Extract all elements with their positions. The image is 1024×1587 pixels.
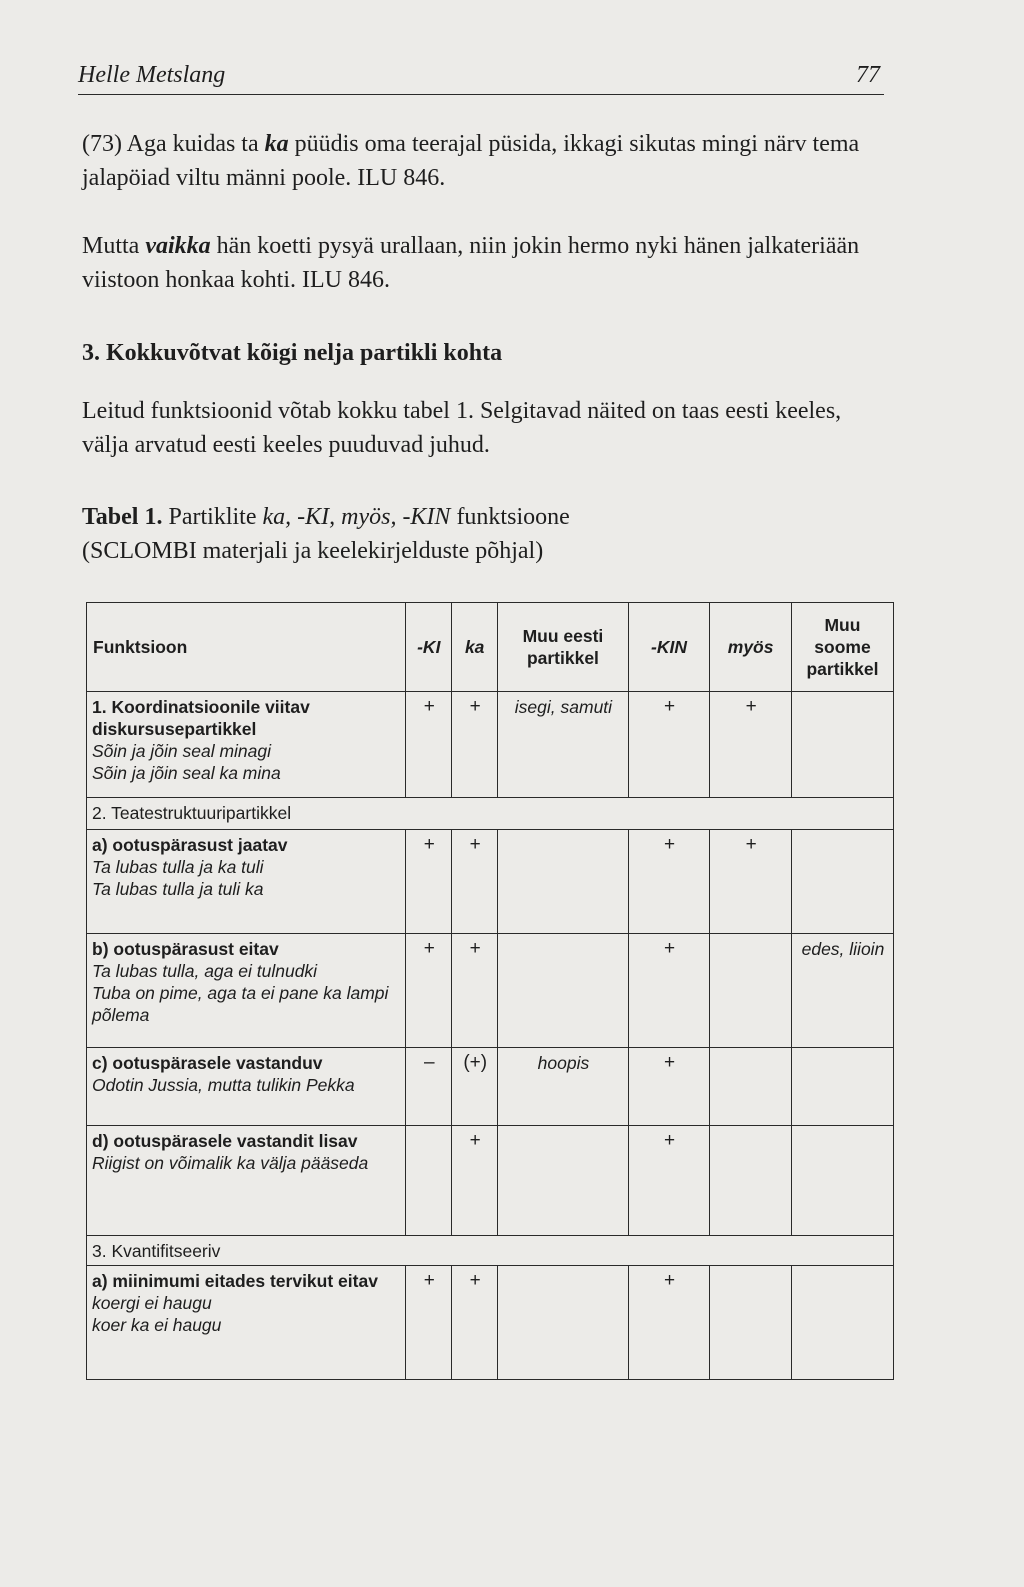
table-row: [87, 1266, 894, 1380]
value-ki: –: [406, 1048, 452, 1126]
particle-ka: ka: [264, 131, 289, 157]
value-myos: [710, 934, 792, 1048]
col-header-funktsioon: Funktsioon: [87, 603, 406, 692]
value-ka: +: [452, 830, 498, 934]
value-muu-eesti: isegi, samuti: [498, 692, 629, 798]
function-cell: [87, 1126, 406, 1236]
value-kin: +: [628, 692, 710, 798]
col-header-muu-eesti: Muu eesti partikkel: [498, 603, 629, 692]
function-cell: [87, 1266, 406, 1380]
value-kin: +: [628, 1266, 710, 1380]
value-ka: +: [452, 934, 498, 1048]
function-name: a) ootuspärasust jaatav: [92, 835, 288, 855]
table-header-row: [87, 603, 894, 692]
col-header-myos: myös: [710, 603, 792, 692]
value-muu-eesti: [498, 830, 629, 934]
header-author: Helle Metslang: [78, 62, 226, 88]
value-muu-eesti: [498, 1126, 629, 1236]
value-myos: +: [710, 830, 792, 934]
function-cell: [87, 934, 406, 1048]
value-kin: +: [628, 830, 710, 934]
table-caption: Tabel 1. Partiklite ka, -KI, myös, -KIN funktsioone (SCLOMBI materjali ja keelekirjelduste põhjal): [82, 504, 570, 564]
value-kin: +: [628, 1126, 710, 1236]
value-ki: +: [406, 1266, 452, 1380]
value-muu-soome: [791, 1048, 893, 1126]
value-muu-soome: edes, liioin: [791, 934, 893, 1048]
function-cell: [87, 1048, 406, 1126]
example-sentence: Sõin ja jõin seal minagi: [92, 741, 271, 761]
table-row: [87, 692, 894, 798]
table-row: [87, 1048, 894, 1126]
example-sentence: Sõin ja jõin seal ka mina: [92, 763, 281, 783]
value-ka: (+): [452, 1048, 498, 1126]
example-sentence: Ta lubas tulla ja tuli ka: [92, 879, 264, 899]
table-section-label: 2. Teatestruktuuripartikkel: [87, 798, 894, 830]
value-muu-soome: [791, 830, 893, 934]
value-myos: [710, 1126, 792, 1236]
value-ki: +: [406, 692, 452, 798]
function-cell: [87, 692, 406, 798]
value-ki: +: [406, 830, 452, 934]
example-73-finnish: Mutta vaikka hän koetti pysyä urallaan, niin jokin hermo nyki hänen jalkateriään viistoon honkaa kohti. ILU 846.: [82, 233, 860, 293]
table-row: [87, 1236, 894, 1266]
value-muu-soome: [791, 692, 893, 798]
example-sentence: Odotin Jussia, mutta tulikin Pekka: [92, 1075, 355, 1095]
value-muu-soome: [791, 1266, 893, 1380]
caption-label: Tabel 1.: [82, 504, 163, 530]
col-header-ka: ka: [452, 603, 498, 692]
value-ka: +: [452, 692, 498, 798]
value-muu-eesti: [498, 1266, 629, 1380]
example-73-estonian: (73) Aga kuidas ta ka püüdis oma teerajal püsida, ikkagi sikutas mingi närv tema jalapöiad viltu männi poole. ILU 846.: [82, 131, 860, 191]
value-myos: [710, 1266, 792, 1380]
value-kin: +: [628, 934, 710, 1048]
value-ki: [406, 1126, 452, 1236]
table-row: [87, 830, 894, 934]
page-number: 77: [856, 62, 880, 88]
value-muu-eesti: [498, 934, 629, 1048]
value-muu-soome: [791, 1126, 893, 1236]
col-header-ki: -KI: [406, 603, 452, 692]
example-sentence: koer ka ei haugu: [92, 1315, 222, 1335]
value-myos: +: [710, 692, 792, 798]
function-name: b) ootuspärasust eitav: [92, 939, 279, 959]
table-section-label: 3. Kvantifitseeriv: [87, 1236, 894, 1266]
function-cell: [87, 830, 406, 934]
function-table: [86, 602, 894, 1380]
function-name: 1. Koordinatsioonile viitav diskursusepartikkel: [92, 697, 310, 739]
example-sentence: Riigist on võimalik ka välja pääseda: [92, 1153, 369, 1173]
value-ki: +: [406, 934, 452, 1048]
function-name: d) ootuspärasele vastandit lisav: [92, 1131, 358, 1151]
table-row: [87, 798, 894, 830]
value-ka: +: [452, 1126, 498, 1236]
table-row: [87, 1126, 894, 1236]
function-name: a) miinimumi eitades tervikut eitav: [92, 1271, 378, 1291]
value-ka: +: [452, 1266, 498, 1380]
value-kin: +: [628, 1048, 710, 1126]
table-row: [87, 934, 894, 1048]
function-name: c) ootuspärasele vastanduv: [92, 1053, 323, 1073]
value-muu-eesti: hoopis: [498, 1048, 629, 1126]
intro-paragraph: Leitud funktsioonid võtab kokku tabel 1. Selgitavad näited on taas eesti keeles, välja arvatud eesti keeles puuduvad juhud.: [82, 398, 842, 458]
section-heading: 3. Kokkuvõtvat kõigi nelja partikli kohta: [82, 340, 503, 366]
col-header-muu-soome: Muu soome partikkel: [791, 603, 893, 692]
example-sentence: koergi ei haugu: [92, 1293, 212, 1313]
example-sentence: Ta lubas tulla ja ka tuli: [92, 857, 264, 877]
caption-particles: ka, -KI, myös, -KIN: [262, 504, 451, 530]
example-sentence: Tuba on pime, aga ta ei pane ka lampi põlema: [92, 983, 389, 1025]
value-myos: [710, 1048, 792, 1126]
col-header-kin: -KIN: [628, 603, 710, 692]
example-sentence: Ta lubas tulla, aga ei tulnudki: [92, 961, 318, 981]
running-header: [78, 62, 884, 95]
caption-source: (SCLOMBI materjali ja keelekirjelduste põhjal): [82, 538, 544, 564]
particle-vaikka: vaikka: [145, 233, 211, 259]
